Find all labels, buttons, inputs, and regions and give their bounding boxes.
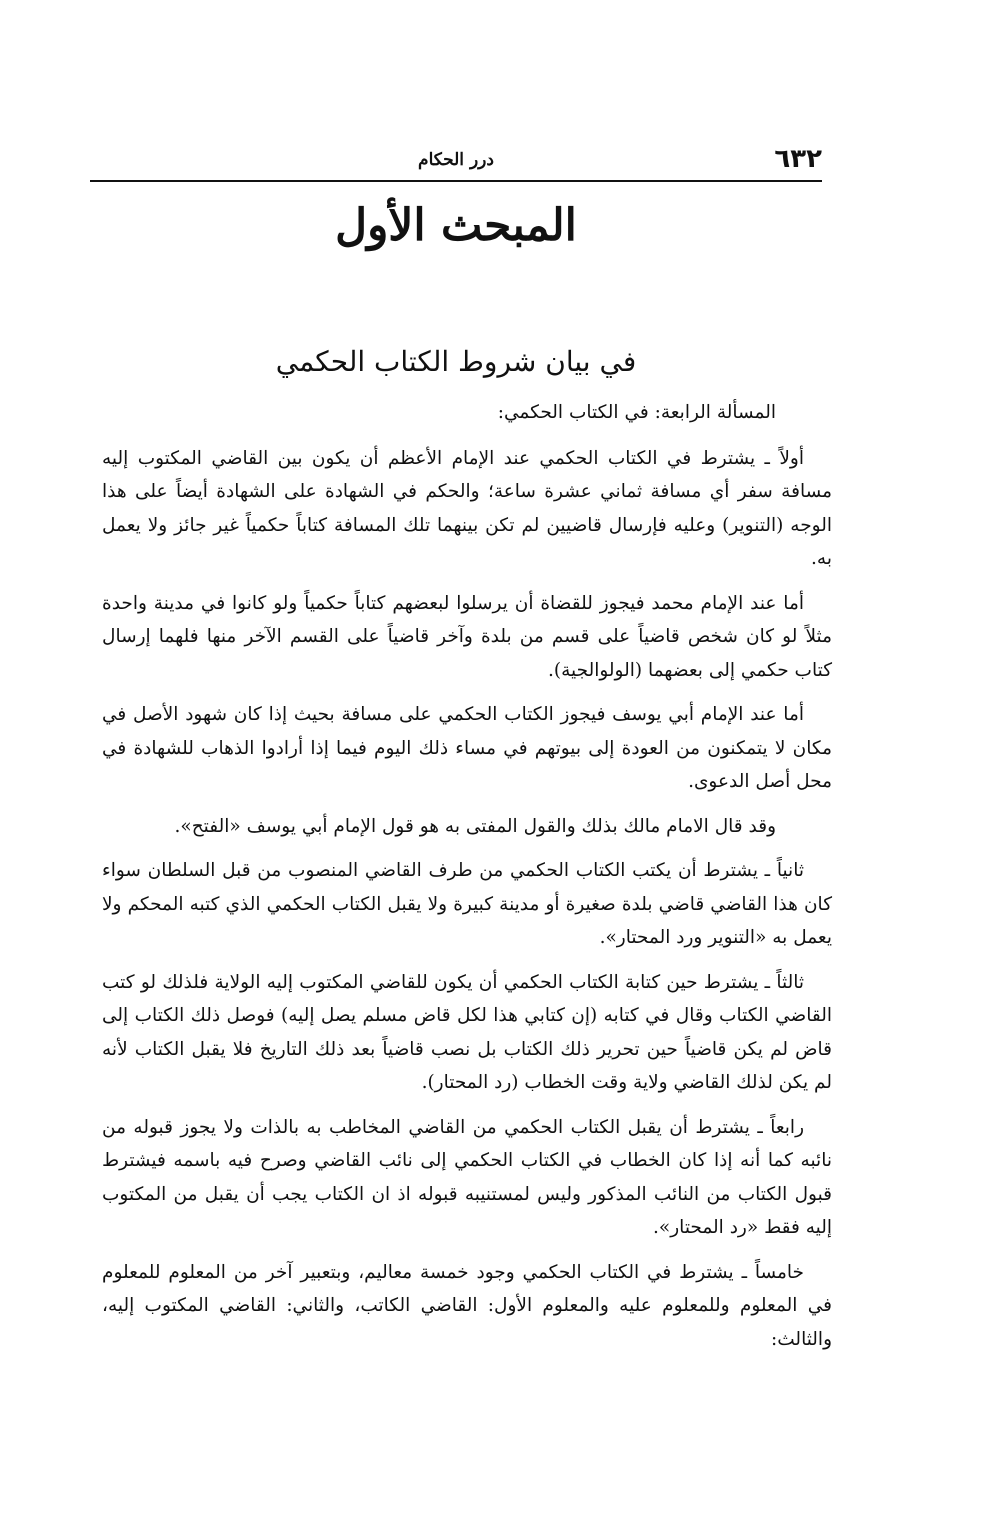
paragraph-fourth-condition: رابعاً ـ يشترط أن يقبل الكتاب الحكمي من القاضي المخاطب به بالذات ولا يجوز قبوله من نائبه كما أنه إذا كان الخطاب في الكتاب الحكمي إلى نائب القاضي وصرح فيه باسمه فيشترط قبول الكتاب من النائب المذكور وليس لمستنيبه قبوله اذ ان الكتاب يجب أن يقبل من المكتوب إليه فقط «رد المحتار». (102, 1116, 832, 1238)
paragraph-imam-muhammad: أما عند الإمام محمد فيجوز للقضاة أن يرسلوا لبعضهم كتاباً حكمياً ولو كانوا في مدينة واحدة مثلاً لو كان شخص قاضياً على قسم من بلدة وآخر قاضياً على القسم الآخر منها فلهما إرسال كتاب حكمي إلى بعضهما (الولوالجية). (102, 592, 832, 681)
paragraph-first-condition: أولاً ـ يشترط في الكتاب الحكمي عند الإمام الأعظم أن يكون بين القاضي المكتوب إليه مسافة سفر أي مسافة ثماني عشرة ساعة؛ والحكم في الشهادة على الشهادة أيضاً على هذا الوجه (التنوير) وعليه فإرسال قاضيين لم تكن بينهما تلك المسافة كتاباً حكمياً غير جائز ولا يعمل به. (102, 447, 833, 569)
paragraph-third-condition: ثالثاً ـ يشترط حين كتابة الكتاب الحكمي أن يكون للقاضي المكتوب إليه الولاية فلذلك لو كتب القاضي الكتاب وقال في كتابه (إن كتابي هذا لكل قاض مسلم يصل إليه) فوصل ذلك الكتاب إلى قاض لم يكن قاضياً حين تحرير ذلك الكتاب بل نصب قاضياً بعد ذلك التاريخ فلا يقبل الكتاب لأنه لم يكن لذلك القاضي ولاية وقت الخطاب (رد المحتار). (102, 971, 832, 1093)
chapter-title: المبحث الأول (335, 200, 577, 251)
paragraph-fifth-condition: خامساً ـ يشترط في الكتاب الحكمي وجود خمسة معاليم، وبتعبير آخر من المعلوم للمعلوم في المعلوم وللمعلوم عليه والمعلوم الأول: القاضي الكاتب، والثاني: القاضي المكتوب إليه، والثالث: (102, 1261, 832, 1350)
paragraph-abu-yusuf: أما عند الإمام أبي يوسف فيجوز الكتاب الحكمي على مسافة بحيث إذا كان شهود الأصل في مكان لا يتمكنون من العودة إلى بيوتهم في مساء ذلك اليوم فيما إذا أرادوا الذهاب للشهادة في محل أصل الدعوى. (102, 704, 832, 792)
question-heading: المسألة الرابعة: في الكتاب الحكمي: (497, 402, 776, 423)
page-header (90, 140, 822, 182)
paragraph-second-condition: ثانياً ـ يشترط أن يكتب الكتاب الحكمي من طرف القاضي المنصوب من قبل السلطان سواء كان هذا القاضي قاضي بلدة صغيرة أو مدينة كبيرة ولا يقبل الكتاب الحكمي الذي كتبه المحكم ولا يعمل به «التنوير ورد المحتار». (102, 860, 832, 948)
page-number: ٦٣٢ (774, 144, 822, 174)
paragraph-imam-malik: وقد قال الامام مالك بذلك والقول المفتى به هو قول الإمام أبي يوسف «الفتح». (174, 815, 776, 837)
body-text (102, 396, 832, 1367)
running-title: درر الحكام (418, 150, 494, 170)
section-title: في بيان شروط الكتاب الحكمي (275, 345, 637, 378)
